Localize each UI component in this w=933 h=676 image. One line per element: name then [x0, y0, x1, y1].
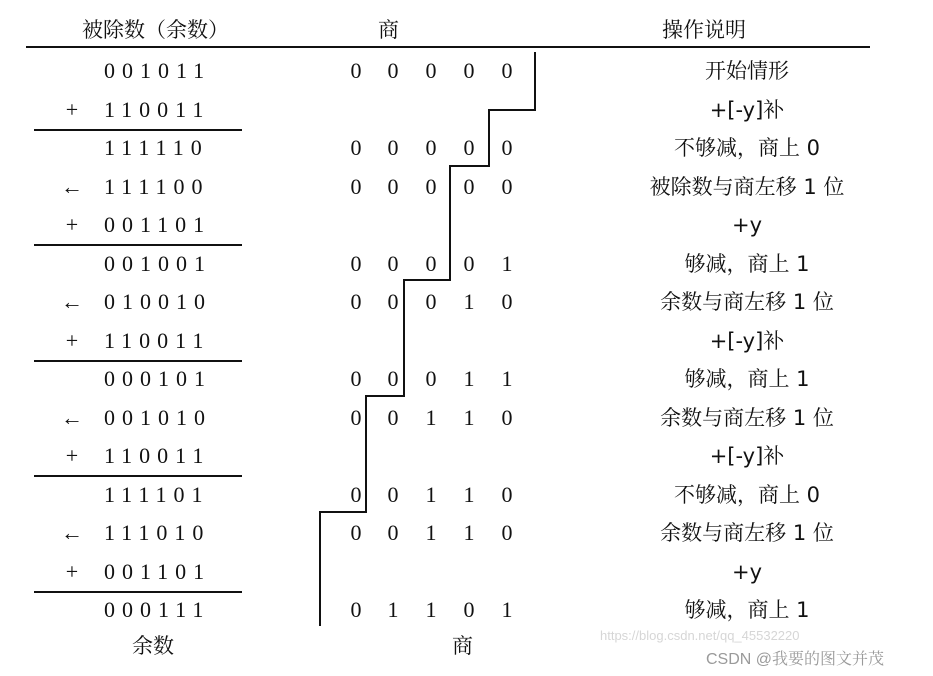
row-dividend: 111100: [104, 174, 210, 199]
quotient-digit: 0: [501, 520, 513, 545]
row-operator: ←: [61, 520, 83, 545]
row-description: 被除数与商左移 1 位: [649, 175, 845, 199]
header-quotient: 商: [378, 18, 399, 42]
quotient-digit: 0: [501, 289, 513, 314]
row-dividend: 010010: [104, 289, 212, 314]
row-dividend: 111010: [104, 520, 211, 545]
quotient-digit: 1: [463, 366, 475, 391]
quotient-digit: 0: [425, 366, 437, 391]
row-description: +y: [731, 213, 763, 237]
quotient-digit: 0: [350, 366, 362, 391]
quotient-digit: 0: [425, 174, 437, 199]
header-dividend: 被除数（余数）: [82, 18, 229, 42]
row-description: 够减，商上 1: [684, 598, 810, 622]
quotient-digit: 1: [463, 405, 475, 430]
footer-remainder: 余数: [132, 634, 174, 658]
watermark-url: https://blog.csdn.net/qq_45532220: [600, 628, 800, 643]
quotient-digit: 0: [463, 251, 475, 276]
row-description: 够减，商上 1: [684, 252, 810, 276]
row-dividend: 110011: [104, 97, 211, 122]
quotient-digit: 0: [463, 174, 475, 199]
quotient-digit: 0: [350, 289, 362, 314]
quotient-digit: 0: [425, 58, 437, 83]
quotient-digit: 1: [463, 520, 475, 545]
footer-quotient: 商: [452, 634, 473, 658]
row-dividend: 111101: [104, 482, 210, 507]
quotient-digit: 1: [387, 597, 399, 622]
row-operator: +: [65, 212, 79, 237]
quotient-digit: 1: [463, 482, 475, 507]
quotient-digit: 1: [425, 520, 437, 545]
quotient-digit: 0: [425, 251, 437, 276]
row-dividend: 001010: [104, 405, 212, 430]
quotient-digit: 0: [350, 597, 362, 622]
row-description: +[-y]补: [709, 98, 785, 122]
quotient-digit: 0: [463, 135, 475, 160]
quotient-digit: 0: [387, 482, 399, 507]
quotient-digit: 0: [350, 135, 362, 160]
row-dividend: 000111: [104, 597, 211, 622]
quotient-digit: 1: [501, 597, 513, 622]
row-dividend: 001101: [104, 559, 212, 584]
row-description: 不够减，商上 0: [673, 483, 821, 507]
row-operator: ←: [61, 289, 83, 314]
row-description: +y: [731, 560, 763, 584]
quotient-digit: 0: [350, 251, 362, 276]
quotient-digit: 0: [350, 482, 362, 507]
quotient-digit: 1: [425, 405, 437, 430]
row-dividend: 001101: [104, 212, 212, 237]
quotient-digit: 0: [425, 135, 437, 160]
row-dividend: 000101: [104, 366, 212, 391]
row-description: +[-y]补: [709, 444, 785, 468]
quotient-digit: 0: [387, 135, 399, 160]
quotient-digit: 0: [350, 58, 362, 83]
quotient-digit: 0: [387, 174, 399, 199]
quotient-digit: 0: [387, 251, 399, 276]
row-operator: +: [65, 443, 79, 468]
row-description: +[-y]补: [709, 329, 785, 353]
quotient-digit: 0: [387, 58, 399, 83]
row-description: 余数与商左移 1 位: [660, 521, 834, 545]
quotient-digit: 0: [387, 405, 399, 430]
quotient-digit: 1: [425, 597, 437, 622]
quotient-digit: 0: [350, 520, 362, 545]
row-description: 余数与商左移 1 位: [660, 290, 834, 314]
quotient-digit: 1: [501, 251, 513, 276]
row-operator: ←: [61, 405, 83, 430]
quotient-digit: 1: [501, 366, 513, 391]
row-dividend: 001011: [104, 58, 212, 83]
quotient-digit: 0: [425, 289, 437, 314]
row-dividend: 001001: [104, 251, 212, 276]
quotient-digit: 1: [463, 289, 475, 314]
row-dividend: 110011: [104, 443, 211, 468]
quotient-digit: 0: [501, 58, 513, 83]
quotient-digit: 0: [501, 482, 513, 507]
row-description: 不够减，商上 0: [673, 136, 821, 160]
quotient-digit: 0: [501, 174, 513, 199]
quotient-digit: 0: [387, 289, 399, 314]
quotient-digit: 0: [463, 597, 475, 622]
header-operation: 操作说明: [662, 18, 746, 42]
quotient-digit: 0: [387, 520, 399, 545]
quotient-digit: 0: [501, 405, 513, 430]
row-operator: ←: [61, 174, 83, 199]
row-dividend: 110011: [104, 328, 211, 353]
row-description: 够减，商上 1: [684, 367, 810, 391]
csdn-credit: CSDN @我要的图文并茂: [706, 651, 885, 668]
row-operator: +: [65, 328, 79, 353]
quotient-digit: 1: [425, 482, 437, 507]
quotient-digit: 0: [350, 405, 362, 430]
quotient-digit: 0: [501, 135, 513, 160]
quotient-digit: 0: [387, 366, 399, 391]
quotient-digit: 0: [350, 174, 362, 199]
row-operator: +: [65, 559, 79, 584]
row-description: 余数与商左移 1 位: [660, 406, 834, 430]
row-operator: +: [65, 97, 79, 122]
row-description: 开始情形: [705, 59, 789, 83]
row-dividend: 111110: [104, 135, 209, 160]
quotient-digit: 0: [463, 58, 475, 83]
